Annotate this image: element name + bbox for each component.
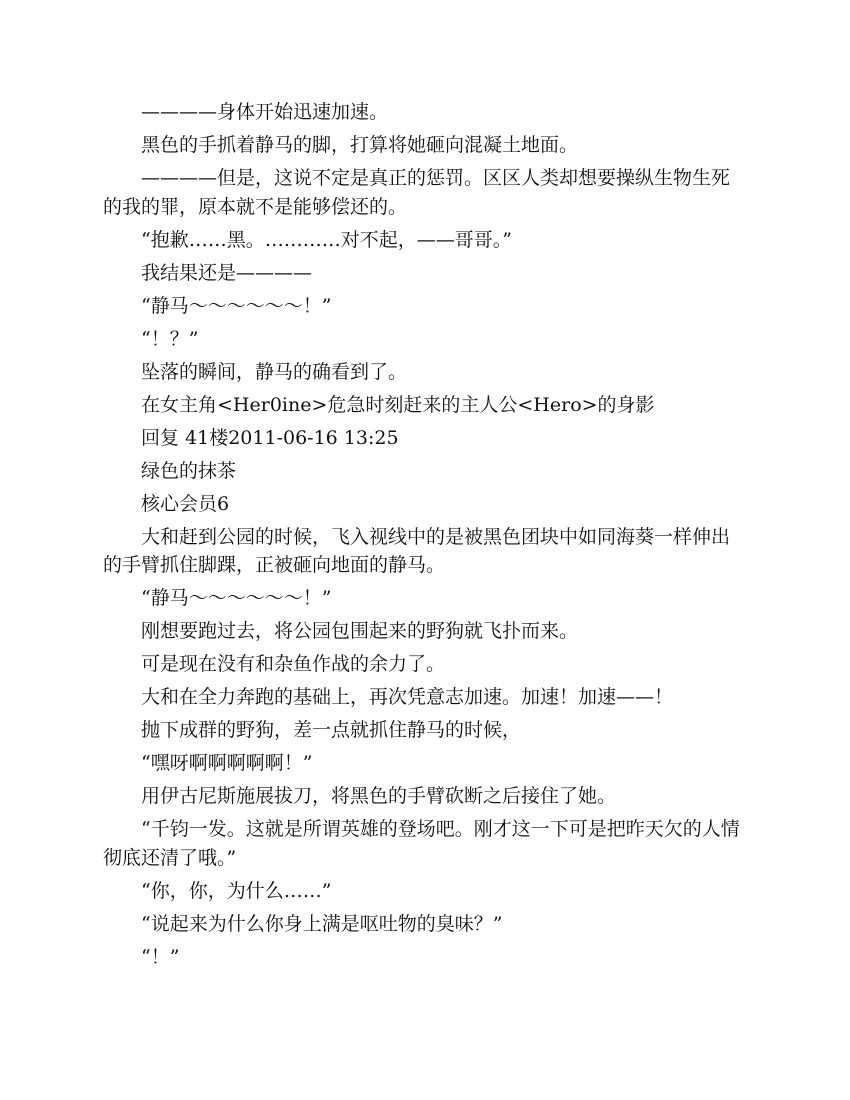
paragraph: 在女主角<Her0ine>危急时刻赶来的主人公<Hero>的身影 bbox=[141, 393, 655, 416]
paragraph: “抱歉……黑。…………对不起，——哥哥。” bbox=[141, 228, 512, 251]
paragraph: “嘿呀啊啊啊啊啊！” bbox=[141, 752, 313, 774]
paragraph: “你，你，为什么……” bbox=[141, 879, 332, 902]
paragraph: “说起来为什么你身上满是呕吐物的臭味？” bbox=[141, 912, 503, 935]
paragraph: 可是现在没有和杂鱼作战的余力了。 bbox=[141, 653, 446, 675]
document-body bbox=[103, 98, 747, 976]
reply-floor-info: 回复 41楼2011-06-16 13:25 bbox=[141, 426, 399, 449]
paragraph: 大和在全力奔跑的基础上，再次凭意志加速。加速！加速——！ bbox=[141, 686, 674, 708]
paragraph: 黑色的手抓着静马的脚，打算将她砸向混凝土地面。 bbox=[141, 134, 579, 156]
paragraph: “千钧一发。这就是所谓英雄的登场吧。刚才这一下可是把昨天欠的人情彻底还清了哦。” bbox=[103, 818, 740, 869]
paragraph: ————但是，这说不定是真正的惩罚。区区人类却想要操纵生物生死的我的罪，原本就不是能够偿还的。 bbox=[103, 167, 731, 218]
author-rank: 核心会员6 bbox=[141, 492, 230, 515]
paragraph: “！” bbox=[141, 945, 180, 968]
paragraph: 抛下成群的野狗，差一点就抓住静马的时候， bbox=[141, 719, 522, 741]
paragraph: 刚想要跑过去，将公园包围起来的野狗就飞扑而来。 bbox=[141, 620, 579, 642]
paragraph: 坠落的瞬间，静马的确看到了。 bbox=[141, 360, 408, 383]
paragraph: “！？” bbox=[141, 327, 199, 350]
paragraph: “静马～～～～～～！” bbox=[141, 587, 332, 609]
paragraph: “静马～～～～～～！” bbox=[141, 294, 332, 317]
paragraph: 我结果还是———— bbox=[141, 261, 313, 284]
paragraph: ————身体开始迅速加速。 bbox=[141, 101, 389, 123]
paragraph: 用伊古尼斯施展拔刀，将黑色的手臂砍断之后接住了她。 bbox=[141, 785, 617, 807]
paragraph: 大和赶到公园的时候，飞入视线中的是被黑色团块中如同海葵一样伸出的手臂抓住脚踝，正被砸向地面的静马。 bbox=[103, 525, 731, 576]
author-name: 绿色的抹茶 bbox=[141, 459, 237, 482]
